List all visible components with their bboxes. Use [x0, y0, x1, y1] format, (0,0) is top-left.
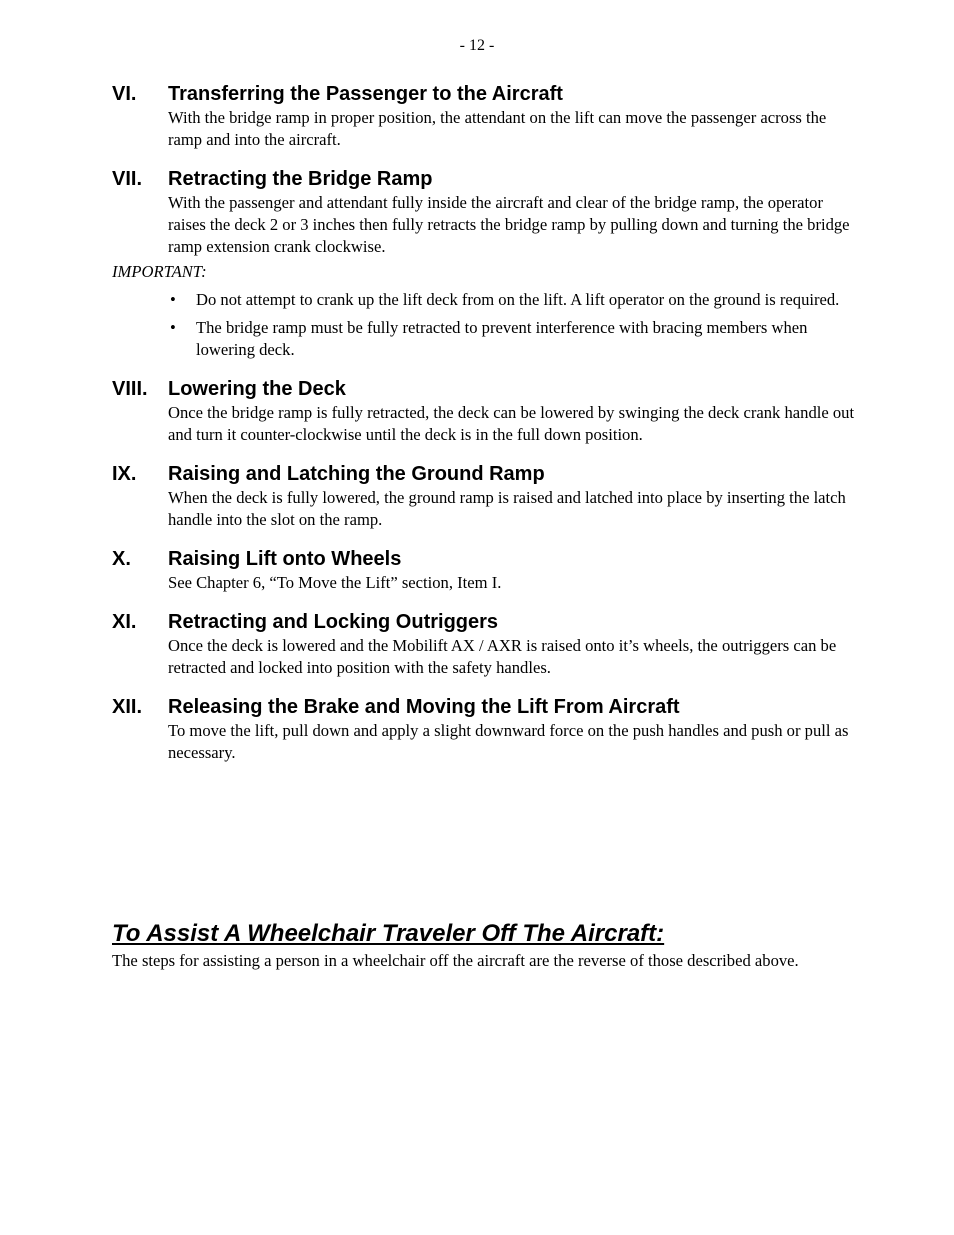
section-vii: [112, 166, 864, 361]
section-title: Raising Lift onto Wheels: [168, 548, 402, 570]
important-list: [112, 289, 864, 361]
section-title: Retracting the Bridge Ramp: [168, 168, 433, 190]
section-ix: [112, 461, 864, 531]
section-heading: [112, 81, 864, 107]
section-x: [112, 546, 864, 594]
section-title: Transferring the Passenger to the Aircraft: [168, 83, 563, 105]
section-numeral: X.: [112, 548, 131, 570]
page-number: - 12 -: [459, 37, 495, 54]
section-numeral: XI.: [112, 611, 137, 633]
section-xii: [112, 694, 864, 764]
section-numeral: VIII.: [112, 378, 148, 400]
bullet-icon: •: [170, 290, 176, 309]
section-title: Retracting and Locking Outriggers: [168, 611, 499, 633]
list-item-text: Do not attempt to crank up the lift deck from on the lift. A lift operator on the ground is required.: [196, 290, 840, 309]
section-heading: [112, 376, 864, 402]
section-heading: [112, 166, 864, 192]
section-heading: [112, 609, 864, 635]
section-numeral: XII.: [112, 696, 143, 718]
list-item-text: The bridge ramp must be fully retracted to prevent interference with bracing members when lowering deck.: [196, 318, 808, 359]
section-title: Lowering the Deck: [168, 378, 346, 400]
section-text: Once the deck is lowered and the Mobilift AX / AXR is raised onto it’s wheels, the outriggers can be retracted and locked into position with the safety handles.: [168, 636, 837, 677]
closing-section: [112, 918, 872, 972]
closing-text: The steps for assisting a person in a wheelchair off the aircraft are the reverse of those described above.: [112, 951, 799, 970]
instructions-content: [112, 81, 864, 779]
section-text: With the passenger and attendant fully inside the aircraft and clear of the bridge ramp, the operator raises the deck 2 or 3 inches then fully retracts the bridge ramp by pulling down and turning the bridge ramp extension crank clockwise.: [168, 193, 850, 256]
bullet-icon: •: [170, 318, 176, 337]
section-text: With the bridge ramp in proper position, the attendant on the lift can move the passenger across the ramp and into the aircraft.: [168, 108, 827, 149]
important-label: IMPORTANT:: [112, 262, 207, 281]
section-title: Raising and Latching the Ground Ramp: [168, 463, 545, 485]
section-text: To move the lift, pull down and apply a slight downward force on the push handles and push or pull as necessary.: [168, 721, 849, 762]
section-text: See Chapter 6, “To Move the Lift” section, Item I.: [168, 573, 502, 592]
closing-title: To Assist A Wheelchair Traveler Off The Aircraft:: [112, 920, 665, 947]
list-item: [168, 289, 864, 311]
section-vi: [112, 81, 864, 151]
section-text: Once the bridge ramp is fully retracted, the deck can be lowered by swinging the deck crank handle out and turn it counter-clockwise until the deck is in the full down position.: [168, 403, 855, 444]
section-text: When the deck is fully lowered, the ground ramp is raised and latched into place by inserting the latch handle into the slot on the ramp.: [168, 488, 846, 529]
section-heading: [112, 694, 864, 720]
section-title: Releasing the Brake and Moving the Lift From Aircraft: [168, 696, 680, 718]
list-item: [168, 317, 864, 361]
section-numeral: VI.: [112, 83, 137, 105]
section-numeral: IX.: [112, 463, 137, 485]
section-xi: [112, 609, 864, 679]
section-heading: [112, 546, 864, 572]
section-numeral: VII.: [112, 168, 143, 190]
section-viii: [112, 376, 864, 446]
section-heading: [112, 461, 864, 487]
